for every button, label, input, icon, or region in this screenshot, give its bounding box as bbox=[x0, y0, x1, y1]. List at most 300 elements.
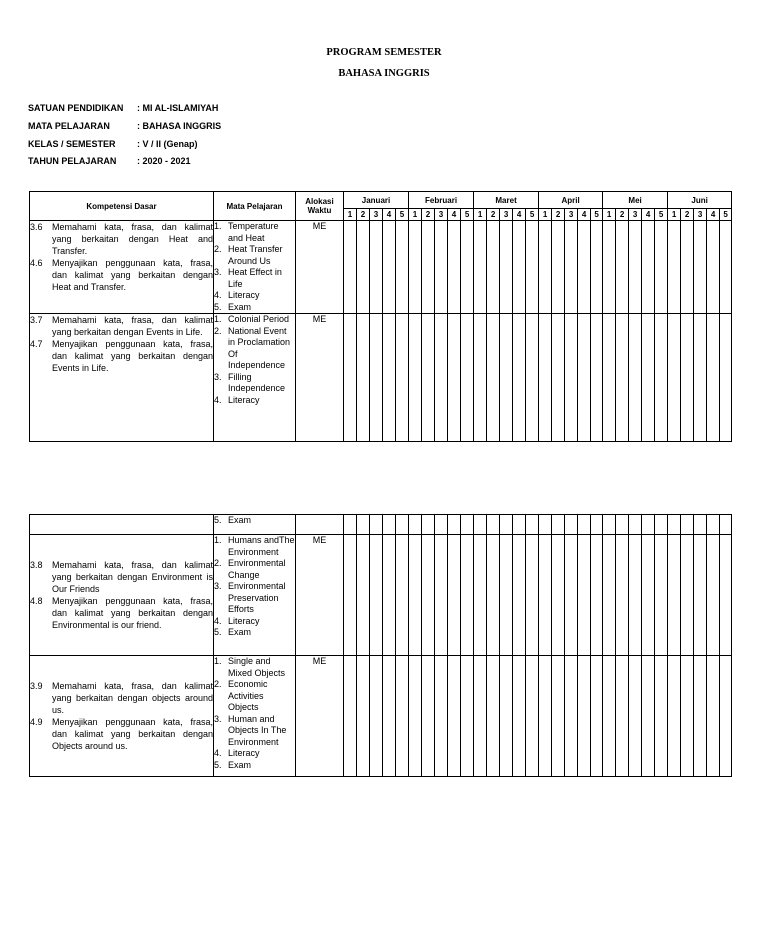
mp-number: 5. bbox=[214, 301, 222, 312]
week-cell bbox=[655, 221, 668, 314]
week-cell bbox=[681, 656, 694, 777]
week-cell bbox=[461, 656, 474, 777]
week-cell bbox=[474, 535, 487, 656]
week-cell bbox=[655, 314, 668, 442]
mata-pelajaran-cell bbox=[214, 535, 296, 656]
week-cell bbox=[603, 515, 616, 535]
mp-text: Heat Effect in Life bbox=[228, 267, 282, 289]
header-week: 4 bbox=[707, 209, 720, 221]
table-row bbox=[30, 221, 732, 314]
mp-number: 4. bbox=[214, 748, 222, 758]
header-week: 3 bbox=[629, 209, 642, 221]
document-title: PROGRAM SEMESTER bbox=[326, 47, 442, 58]
week-cell bbox=[448, 515, 461, 535]
week-cell bbox=[720, 656, 732, 777]
header-kompetensi-dasar: Kompetensi Dasar bbox=[30, 192, 214, 221]
week-cell bbox=[642, 221, 655, 314]
week-cell bbox=[474, 515, 487, 535]
week-cell bbox=[500, 221, 513, 314]
kd-text: Memahami kata, frasa, dan kalimat yang berkaitan dengan Environment is Our Friends bbox=[52, 560, 213, 594]
week-cell bbox=[668, 535, 681, 656]
kd-number: 4.7 bbox=[30, 339, 43, 349]
mp-number: 4. bbox=[214, 290, 222, 300]
week-cell bbox=[591, 515, 603, 535]
week-cell bbox=[603, 221, 616, 314]
mp-item bbox=[214, 372, 295, 395]
week-cell bbox=[487, 221, 500, 314]
header-week: 5 bbox=[396, 209, 409, 221]
week-cell bbox=[603, 656, 616, 777]
header-week: 2 bbox=[552, 209, 565, 221]
alokasi-waktu-cell bbox=[296, 515, 344, 535]
week-cell bbox=[552, 535, 565, 656]
week-cell bbox=[357, 314, 370, 442]
week-cell bbox=[526, 515, 539, 535]
week-cell bbox=[383, 314, 396, 442]
info-label: MATA PELAJARAN bbox=[28, 121, 110, 131]
week-cell bbox=[474, 656, 487, 777]
kd-item bbox=[30, 338, 213, 374]
info-row-satuan bbox=[28, 103, 218, 113]
week-cell bbox=[422, 515, 435, 535]
week-cell bbox=[707, 221, 720, 314]
header-week: 5 bbox=[720, 209, 732, 221]
week-cell bbox=[642, 656, 655, 777]
mp-number: 3. bbox=[214, 267, 222, 277]
week-cell bbox=[565, 656, 578, 777]
mp-item bbox=[214, 515, 295, 527]
mata-pelajaran-cell bbox=[214, 314, 296, 442]
week-cell bbox=[409, 515, 422, 535]
header-week: 4 bbox=[383, 209, 396, 221]
info-label: KELAS / SEMESTER bbox=[28, 139, 116, 149]
week-cell bbox=[616, 656, 629, 777]
alokasi-waktu-cell: ME bbox=[296, 535, 344, 656]
mp-number: 4. bbox=[214, 394, 222, 405]
header-week: 4 bbox=[642, 209, 655, 221]
header-month: Mei bbox=[603, 192, 668, 209]
mp-text: Heat Transfer Around Us bbox=[228, 244, 283, 266]
week-cell bbox=[591, 656, 603, 777]
mp-item bbox=[214, 395, 295, 407]
week-cell bbox=[681, 515, 694, 535]
mp-item bbox=[214, 760, 295, 772]
week-cell bbox=[487, 535, 500, 656]
week-cell bbox=[409, 314, 422, 442]
kd-text: Menyajikan penggunaan kata, frasa, dan kalimat yang berkaitan dengan Events in Life. bbox=[52, 339, 213, 373]
week-cell bbox=[591, 221, 603, 314]
week-cell bbox=[629, 515, 642, 535]
week-cell bbox=[642, 314, 655, 442]
header-month: Maret bbox=[474, 192, 539, 209]
mp-number: 2. bbox=[214, 325, 222, 336]
week-cell bbox=[578, 535, 591, 656]
header-month: April bbox=[539, 192, 603, 209]
week-cell bbox=[655, 515, 668, 535]
mp-item bbox=[214, 290, 295, 302]
kd-text: Memahami kata, frasa, dan kalimat yang berkaitan dengan Events in Life. bbox=[52, 315, 213, 337]
week-cell bbox=[344, 221, 357, 314]
kd-item bbox=[30, 221, 213, 257]
week-cell bbox=[707, 656, 720, 777]
mp-text: Colonial Period bbox=[228, 314, 290, 324]
mp-text: Literacy bbox=[228, 290, 260, 300]
week-cell bbox=[603, 314, 616, 442]
week-cell bbox=[681, 314, 694, 442]
week-cell bbox=[603, 535, 616, 656]
week-cell bbox=[357, 221, 370, 314]
week-cell bbox=[474, 314, 487, 442]
week-cell bbox=[448, 221, 461, 314]
header-week: 5 bbox=[526, 209, 539, 221]
week-cell bbox=[694, 656, 707, 777]
week-cell bbox=[357, 656, 370, 777]
mp-item bbox=[214, 326, 295, 372]
mp-item bbox=[214, 616, 295, 628]
week-cell bbox=[513, 515, 526, 535]
week-cell bbox=[707, 535, 720, 656]
week-cell bbox=[344, 515, 357, 535]
kd-text: Menyajikan penggunaan kata, frasa, dan kalimat yang berkaitan dengan Objects around us. bbox=[52, 717, 213, 751]
header-week: 3 bbox=[500, 209, 513, 221]
header-week: 1 bbox=[409, 209, 422, 221]
header-week: 5 bbox=[461, 209, 474, 221]
kompetensi-dasar-cell bbox=[30, 535, 214, 656]
week-cell bbox=[461, 515, 474, 535]
mp-item bbox=[214, 302, 295, 314]
week-cell bbox=[422, 656, 435, 777]
mp-item bbox=[214, 558, 295, 581]
week-cell bbox=[565, 515, 578, 535]
header-alokasi-line: Alokasi bbox=[305, 197, 334, 206]
kd-item bbox=[30, 716, 213, 752]
alokasi-waktu-cell: ME bbox=[296, 221, 344, 314]
mp-number: 1. bbox=[214, 314, 222, 324]
table-row bbox=[30, 656, 732, 777]
week-cell bbox=[655, 535, 668, 656]
week-cell bbox=[344, 535, 357, 656]
week-cell bbox=[629, 656, 642, 777]
kd-text: Menyajikan penggunaan kata, frasa, dan kalimat yang berkaitan dengan Heat and Transfer. bbox=[52, 258, 213, 292]
header-alokasi-waktu bbox=[296, 192, 344, 221]
mp-number: 5. bbox=[214, 759, 222, 770]
week-cell bbox=[668, 314, 681, 442]
info-row-kelas bbox=[28, 139, 198, 149]
week-cell bbox=[396, 221, 409, 314]
mp-number: 2. bbox=[214, 679, 222, 689]
week-cell bbox=[539, 515, 552, 535]
week-cell bbox=[694, 535, 707, 656]
table-row bbox=[30, 535, 732, 656]
week-cell bbox=[616, 221, 629, 314]
week-cell bbox=[409, 221, 422, 314]
mp-text: Environmental Change bbox=[228, 558, 286, 580]
info-label: TAHUN PELAJARAN bbox=[28, 156, 117, 166]
week-cell bbox=[694, 221, 707, 314]
mp-item bbox=[214, 244, 295, 267]
mp-number: 1. bbox=[214, 535, 222, 545]
week-cell bbox=[629, 535, 642, 656]
header-week: 4 bbox=[448, 209, 461, 221]
mp-text: Exam bbox=[228, 627, 252, 637]
mata-pelajaran-cell bbox=[214, 656, 296, 777]
header-week: 5 bbox=[655, 209, 668, 221]
week-cell bbox=[435, 535, 448, 656]
mp-item bbox=[214, 581, 295, 616]
week-cell bbox=[435, 221, 448, 314]
week-cell bbox=[396, 656, 409, 777]
mp-text: Literacy bbox=[228, 748, 260, 758]
week-cell bbox=[396, 314, 409, 442]
info-row-tahun bbox=[28, 156, 191, 166]
mp-text: Exam bbox=[228, 515, 252, 525]
week-cell bbox=[668, 221, 681, 314]
mp-item bbox=[214, 535, 295, 558]
week-cell bbox=[668, 515, 681, 535]
week-cell bbox=[500, 314, 513, 442]
header-week: 2 bbox=[616, 209, 629, 221]
mp-text: National Event in Proclamation Of Independence bbox=[228, 325, 291, 370]
header-week: 1 bbox=[668, 209, 681, 221]
week-cell bbox=[565, 535, 578, 656]
week-cell bbox=[539, 221, 552, 314]
week-cell bbox=[487, 656, 500, 777]
kd-number: 3.7 bbox=[30, 315, 43, 325]
kd-number: 3.9 bbox=[30, 681, 43, 691]
week-cell bbox=[707, 515, 720, 535]
mp-item bbox=[214, 314, 295, 326]
mp-text: Humans andThe Environment bbox=[228, 535, 295, 557]
header-week: 2 bbox=[422, 209, 435, 221]
week-cell bbox=[526, 314, 539, 442]
header-week: 2 bbox=[681, 209, 694, 221]
week-cell bbox=[616, 515, 629, 535]
header-month: Februari bbox=[409, 192, 474, 209]
kd-item bbox=[30, 595, 213, 631]
header-week: 3 bbox=[435, 209, 448, 221]
alokasi-waktu-cell: ME bbox=[296, 314, 344, 442]
mp-number: 3. bbox=[214, 371, 222, 382]
mp-text: Environmental Preservation Efforts bbox=[228, 581, 286, 614]
week-cell bbox=[448, 656, 461, 777]
kd-text: Memahami kata, frasa, dan kalimat yang berkaitan dengan Heat and Transfer. bbox=[52, 222, 213, 256]
info-row-mapel bbox=[28, 121, 221, 131]
header-waktu-line: Waktu bbox=[307, 206, 332, 215]
header-week: 3 bbox=[370, 209, 383, 221]
week-cell bbox=[500, 535, 513, 656]
week-cell bbox=[720, 515, 732, 535]
mp-number: 4. bbox=[214, 615, 222, 626]
week-cell bbox=[526, 535, 539, 656]
week-cell bbox=[513, 656, 526, 777]
document-subtitle: BAHASA INGGRIS bbox=[338, 68, 430, 79]
kd-item bbox=[30, 559, 213, 595]
week-cell bbox=[474, 221, 487, 314]
week-cell bbox=[616, 314, 629, 442]
week-cell bbox=[370, 656, 383, 777]
mp-number: 1. bbox=[214, 656, 222, 666]
info-value: : BAHASA INGGRIS bbox=[137, 121, 222, 131]
header-month: Juni bbox=[668, 192, 732, 209]
header-week: 4 bbox=[513, 209, 526, 221]
week-cell bbox=[539, 314, 552, 442]
week-cell bbox=[526, 656, 539, 777]
kompetensi-dasar-cell bbox=[30, 515, 214, 535]
header-mata-pelajaran: Mata Pelajaran bbox=[214, 192, 296, 221]
week-cell bbox=[383, 221, 396, 314]
week-cell bbox=[344, 314, 357, 442]
header-week: 3 bbox=[694, 209, 707, 221]
info-value: : MI AL-ISLAMIYAH bbox=[137, 103, 219, 113]
kd-number: 4.8 bbox=[30, 596, 43, 606]
week-cell bbox=[616, 535, 629, 656]
week-cell bbox=[539, 656, 552, 777]
kompetensi-dasar-cell bbox=[30, 221, 214, 314]
week-cell bbox=[707, 314, 720, 442]
mp-text: Literacy bbox=[228, 615, 260, 626]
week-cell bbox=[500, 656, 513, 777]
week-cell bbox=[552, 221, 565, 314]
header-week: 2 bbox=[357, 209, 370, 221]
header-week: 5 bbox=[591, 209, 603, 221]
mp-number: 5. bbox=[214, 515, 222, 525]
mp-item bbox=[214, 679, 295, 714]
week-cell bbox=[370, 314, 383, 442]
mp-text: Single and Mixed Objects bbox=[228, 656, 286, 678]
mp-text: Human and Objects In The Environment bbox=[228, 713, 287, 747]
kd-item bbox=[30, 680, 213, 716]
week-cell bbox=[552, 314, 565, 442]
schedule-table-page-2 bbox=[29, 514, 732, 777]
mp-item bbox=[214, 267, 295, 290]
header-week: 4 bbox=[578, 209, 591, 221]
kd-number: 3.8 bbox=[30, 560, 43, 570]
week-cell bbox=[370, 221, 383, 314]
mp-number: 5. bbox=[214, 627, 222, 637]
week-cell bbox=[396, 535, 409, 656]
kompetensi-dasar-cell bbox=[30, 314, 214, 442]
kd-number: 3.6 bbox=[30, 222, 43, 232]
mp-text: Temperature and Heat bbox=[228, 221, 279, 243]
week-cell bbox=[344, 656, 357, 777]
header-week: 1 bbox=[603, 209, 616, 221]
kd-number: 4.6 bbox=[30, 258, 43, 268]
kd-text: Menyajikan penggunaan kata, frasa, dan kalimat yang berkaitan dengan Environmental is our friend. bbox=[52, 596, 213, 630]
header-week: 1 bbox=[344, 209, 357, 221]
week-cell bbox=[539, 535, 552, 656]
week-cell bbox=[565, 221, 578, 314]
schedule-table-page-1 bbox=[29, 191, 732, 442]
week-cell bbox=[409, 656, 422, 777]
week-cell bbox=[461, 221, 474, 314]
week-cell bbox=[461, 314, 474, 442]
info-value: : 2020 - 2021 bbox=[137, 156, 191, 166]
mp-text: Literacy bbox=[228, 394, 260, 405]
week-cell bbox=[435, 656, 448, 777]
mata-pelajaran-cell bbox=[214, 221, 296, 314]
table-row bbox=[30, 314, 732, 442]
mp-number: 1. bbox=[214, 221, 222, 231]
kompetensi-dasar-cell bbox=[30, 656, 214, 777]
week-cell bbox=[720, 221, 732, 314]
week-cell bbox=[694, 314, 707, 442]
week-cell bbox=[578, 515, 591, 535]
header-week: 2 bbox=[487, 209, 500, 221]
mp-item bbox=[214, 714, 295, 749]
week-cell bbox=[448, 535, 461, 656]
week-cell bbox=[629, 221, 642, 314]
table-row bbox=[30, 515, 732, 535]
kd-text: Memahami kata, frasa, dan kalimat yang berkaitan dengan objects around us. bbox=[52, 681, 213, 715]
week-cell bbox=[629, 314, 642, 442]
header-week: 1 bbox=[539, 209, 552, 221]
week-cell bbox=[396, 515, 409, 535]
week-cell bbox=[513, 314, 526, 442]
week-cell bbox=[513, 221, 526, 314]
mp-number: 2. bbox=[214, 558, 222, 568]
week-cell bbox=[694, 515, 707, 535]
header-row bbox=[30, 192, 732, 209]
week-cell bbox=[461, 535, 474, 656]
week-cell bbox=[591, 535, 603, 656]
week-cell bbox=[552, 515, 565, 535]
week-cell bbox=[681, 535, 694, 656]
week-cell bbox=[422, 314, 435, 442]
mp-text: Exam bbox=[228, 301, 252, 312]
week-cell bbox=[552, 656, 565, 777]
mp-item bbox=[214, 221, 295, 244]
mp-item bbox=[214, 656, 295, 679]
week-cell bbox=[487, 314, 500, 442]
alokasi-waktu-cell: ME bbox=[296, 656, 344, 777]
info-label: SATUAN PENDIDIKAN bbox=[28, 103, 124, 113]
week-cell bbox=[409, 535, 422, 656]
info-value: : V / II (Genap) bbox=[137, 139, 198, 149]
mp-number: 3. bbox=[214, 581, 222, 591]
mp-number: 2. bbox=[214, 244, 222, 254]
week-cell bbox=[642, 515, 655, 535]
header-month: Januari bbox=[344, 192, 409, 209]
week-cell bbox=[500, 515, 513, 535]
header-week: 3 bbox=[565, 209, 578, 221]
week-cell bbox=[487, 515, 500, 535]
week-cell bbox=[681, 221, 694, 314]
week-cell bbox=[655, 656, 668, 777]
kd-item bbox=[30, 257, 213, 293]
kd-number: 4.9 bbox=[30, 717, 43, 727]
week-cell bbox=[668, 656, 681, 777]
week-cell bbox=[513, 535, 526, 656]
mp-text: Filling Independence bbox=[228, 371, 286, 393]
mp-item bbox=[214, 627, 295, 639]
week-cell bbox=[357, 535, 370, 656]
week-cell bbox=[383, 656, 396, 777]
week-cell bbox=[720, 314, 732, 442]
kd-item bbox=[30, 314, 213, 338]
week-cell bbox=[591, 314, 603, 442]
mp-text: Exam bbox=[228, 759, 252, 770]
week-cell bbox=[422, 535, 435, 656]
week-cell bbox=[526, 221, 539, 314]
week-cell bbox=[720, 535, 732, 656]
week-cell bbox=[370, 515, 383, 535]
mp-number: 3. bbox=[214, 713, 222, 724]
week-cell bbox=[448, 314, 461, 442]
week-cell bbox=[578, 314, 591, 442]
week-cell bbox=[565, 314, 578, 442]
week-cell bbox=[383, 535, 396, 656]
mp-item bbox=[214, 748, 295, 760]
